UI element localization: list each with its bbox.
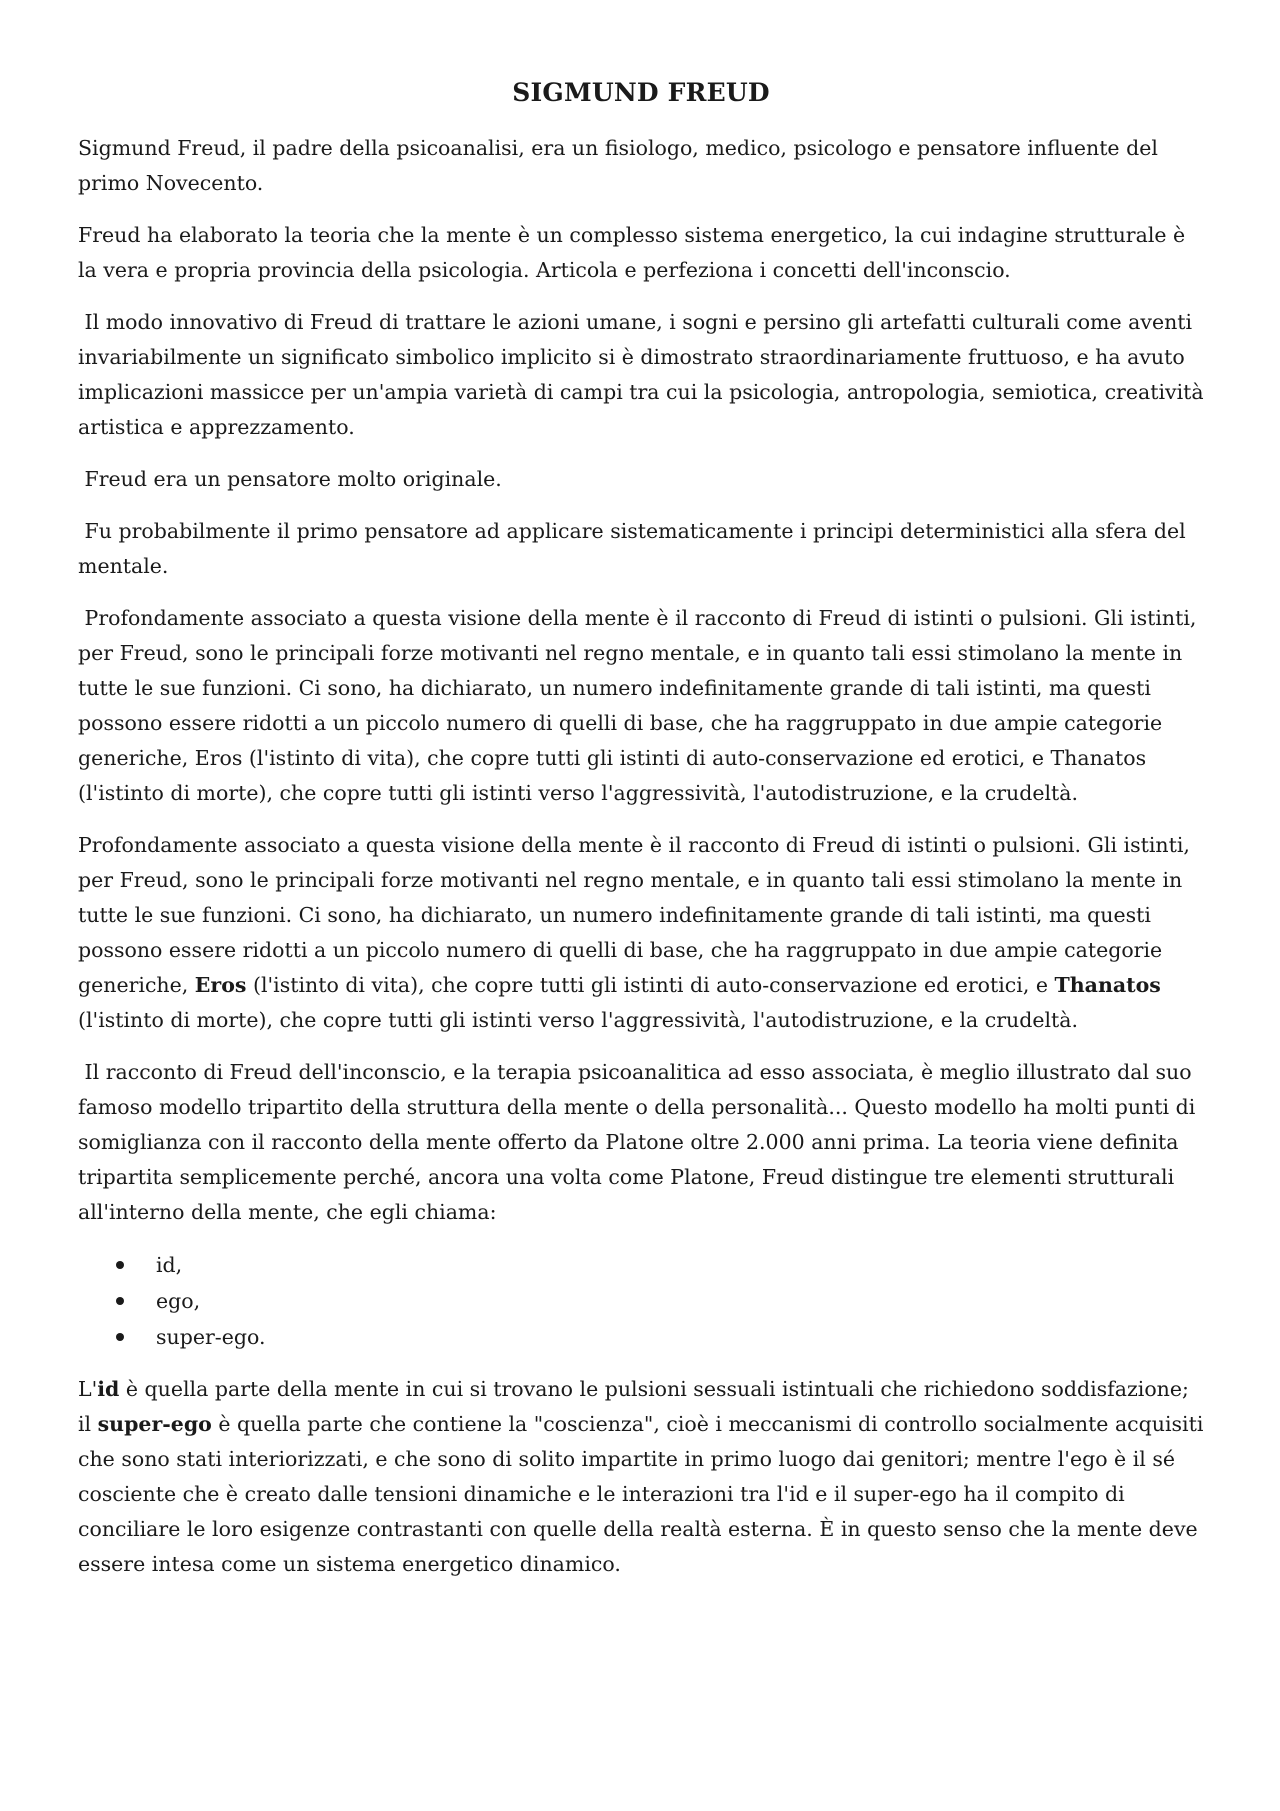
- paragraph-id-superego: [78, 1372, 1204, 1582]
- paragraph-tripartite-model-text: Il racconto di Freud dell'inconscio, e la terapia psicoanalitica ad esso associata, è meglio illustrato dal suo famoso modello tripartito della struttura della mente o della personalità... Questo modello ha molti punti di somiglianza con il racconto della mente offerto da Platone oltre 2.000 anni prima. La teoria viene definita tripartita semplicemente perché, ancora una volta come Platone, Freud distingue tre elementi strutturali all'interno della mente, che egli chiama:: [78, 1060, 1196, 1224]
- bullet-icon: [116, 1333, 124, 1341]
- paragraph-innovation-text: Il modo innovativo di Freud di trattare le azioni umane, i sogni e persino gli artefatti culturali come aventi invariabilmente un significato simbolico implicito si è dimostrato straordinariamente fruttuoso, e ha avuto implicazioni massicce per un'ampia varietà di campi tra cui la psicologia, antropologia, semiotica, creatività artistica e apprezzamento.: [78, 310, 1204, 439]
- id-text-part-c: è quella parte che contiene la "coscienza", cioè i meccanismi di controllo socialmente acquisiti che sono stati interiorizzati, e che sono di solito impartite in primo luogo dai genitori; mentre l'ego è il sé cosciente che è creato dalle tensioni dinamiche e le interazioni tra l'id e il super-ego ha il compito di conciliare le loro esigenze contrastanti con quelle della realtà esterna. È in questo senso che la mente deve essere intesa come un sistema energetico dinamico.: [78, 1412, 1204, 1576]
- structure-list: [78, 1247, 1204, 1355]
- superego-term: super-ego: [97, 1412, 212, 1436]
- list-item: [78, 1247, 1204, 1283]
- id-text-part-b: è quella parte della mente in cui si trovano le pulsioni sessuali istintuali che richiedono soddisfazione; il: [78, 1377, 1189, 1436]
- list-item: [78, 1283, 1204, 1319]
- paragraph-original-thinker: [78, 462, 1204, 497]
- paragraph-instincts: [78, 601, 1204, 811]
- page-title: SIGMUND FREUD: [512, 78, 770, 107]
- paragraph-innovation: [78, 305, 1204, 445]
- paragraph-determinism: [78, 514, 1204, 584]
- list-item: [78, 1319, 1204, 1355]
- instincts-text-part-b: (l'istinto di vita), che copre tutti gli istinti di auto-conservazione ed erotici, e: [246, 973, 1055, 997]
- paragraph-instincts-text: Profondamente associato a questa visione della mente è il racconto di Freud di istinti o pulsioni. Gli istinti, per Freud, sono le principali forze motivanti nel regno mentale, e in quanto tali essi stimolano la mente in tutte le sue funzioni. Ci sono, ha dichiarato, un numero indefinitamente grande di tali istinti, ma questi possono essere ridotti a un piccolo numero di quelli di base, che ha raggruppato in due ampie categorie generiche, Eros (l'istinto di vita), che copre tutti gli istinti di auto-conservazione ed erotici, e Thanatos (l'istinto di morte), che copre tutti gli istinti verso l'aggressività, l'autodistruzione, e la crudeltà.: [78, 606, 1197, 805]
- paragraph-determinism-text: Fu probabilmente il primo pensatore ad applicare sistematicamente i principi deterministici alla sfera del mentale.: [78, 519, 1186, 578]
- thanatos-term: Thanatos: [1054, 973, 1161, 997]
- bullet-icon: [116, 1297, 124, 1305]
- instincts-text-part-c: (l'istinto di morte), che copre tutti gli istinti verso l'aggressività, l'autodistruzione, e la crudeltà.: [78, 1008, 1079, 1032]
- paragraph-intro: Sigmund Freud, il padre della psicoanalisi, era un fisiologo, medico, psicologo e pensatore influente del primo Novecento.: [78, 136, 1158, 195]
- eros-term: Eros: [194, 973, 247, 997]
- id-text-part-a: L': [78, 1377, 98, 1401]
- id-term: id: [97, 1377, 120, 1401]
- paragraph-theory: Freud ha elaborato la teoria che la mente è un complesso sistema energetico, la cui indagine strutturale è la vera e propria provincia della psicologia. Articola e perfeziona i concetti dell'inconscio.: [78, 223, 1186, 282]
- instincts-text-part-a: Profondamente associato a questa visione della mente è il racconto di Freud di istinti o pulsioni. Gli istinti, per Freud, sono le principali forze motivanti nel regno mentale, e in quanto tali essi stimolano la mente in tutte le sue funzioni. Ci sono, ha dichiarato, un numero indefinitamente grande di tali istinti, ma questi possono essere ridotti a un piccolo numero di quelli di base, che ha raggruppato in due ampie categorie generiche,: [78, 833, 1190, 997]
- paragraph-tripartite-model: [78, 1055, 1204, 1230]
- bullet-icon: [116, 1261, 124, 1269]
- list-item-label: super-ego.: [156, 1325, 266, 1349]
- paragraph-instincts-bold: [78, 828, 1204, 1038]
- paragraph-original-thinker-text: Freud era un pensatore molto originale.: [84, 467, 502, 491]
- list-item-label: ego,: [156, 1289, 201, 1313]
- list-item-label: id,: [156, 1253, 183, 1277]
